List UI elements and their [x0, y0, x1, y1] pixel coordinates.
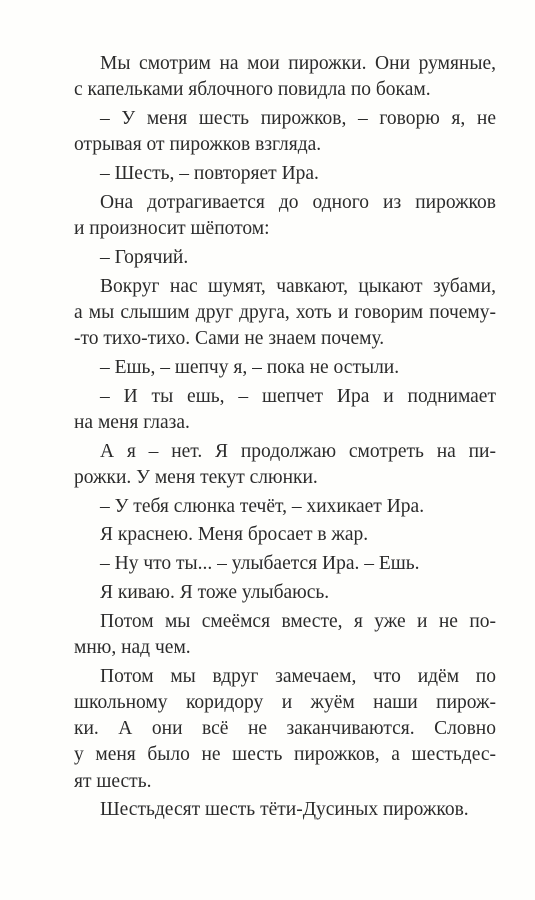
- paragraph: [74, 245, 496, 271]
- text-line: Она дотрагивается до одного из пирожков: [100, 191, 496, 213]
- paragraph: [74, 274, 496, 353]
- text-line: отрывая от пирожков взгляда.: [74, 134, 322, 156]
- text-line: мню, над чем.: [74, 636, 191, 658]
- text-line: Мы смотрим на мои пирожки. Они румяные,: [100, 53, 496, 74]
- text-line: ки. А они всё не заканчиваются. Словно: [74, 718, 496, 740]
- text-line: – Ешь, – шепчу я, – пока не остыли.: [100, 356, 400, 378]
- paragraph: [74, 384, 496, 436]
- text-line: а мы слышим друг друга, хоть и говорим почему-: [74, 301, 496, 323]
- text-line: Я краснею. Меня бросает в жар.: [100, 524, 369, 546]
- paragraph: [74, 664, 496, 795]
- text-line: рожки. У меня текут слюнки.: [74, 466, 318, 488]
- text-line: -то тихо-тихо. Сами не знаем почему.: [74, 328, 385, 349]
- paragraph: [74, 522, 496, 548]
- text-line: Вокруг нас шумят, чавкают, цыкают зубами,: [100, 275, 496, 297]
- text-line: Потом мы вдруг замечаем, что идём по: [100, 665, 496, 687]
- text-line: – Ну что ты... – улыбается Ира. – Ешь.: [100, 553, 420, 575]
- text-line: – Горячий.: [100, 246, 189, 268]
- text-line: – У меня шесть пирожков, – говорю я, не: [100, 108, 496, 129]
- story-text: [74, 51, 496, 824]
- paragraph: [74, 106, 496, 158]
- paragraph: [74, 51, 496, 103]
- text-line: у меня было не шесть пирожков, а шестьдес-: [74, 744, 496, 766]
- text-line: Я киваю. Я тоже улыбаюсь.: [100, 581, 330, 603]
- text-line: – У тебя слюнка течёт, – хихикает Ира.: [100, 495, 425, 517]
- text-line: Шестьдесят шесть тёти-Дусиных пирожков.: [100, 799, 469, 821]
- text-line: ят шесть.: [74, 770, 152, 792]
- paragraph: [74, 551, 496, 577]
- paragraph: [74, 161, 496, 187]
- text-line: – Шесть, – повторяет Ира.: [100, 163, 319, 184]
- paragraph: [74, 190, 496, 242]
- text-line: на меня глаза.: [74, 411, 190, 433]
- text-line: и произносит шёпотом:: [74, 218, 270, 239]
- text-line: Потом мы смеёмся вместе, я уже и не по-: [100, 610, 496, 632]
- paragraph: [74, 580, 496, 606]
- paragraph: [74, 439, 496, 491]
- paragraph: [74, 355, 496, 381]
- text-line: – И ты ешь, – шепчет Ира и поднимает: [100, 385, 496, 407]
- paragraph: [74, 494, 496, 520]
- paragraph: [74, 609, 496, 661]
- text-line: А я – нет. Я продолжаю смотреть на пи-: [100, 440, 496, 462]
- paragraph: [74, 797, 496, 823]
- text-line: с капельками яблочного повидла по бокам.: [74, 79, 431, 101]
- text-line: школьному коридору и жуём наши пирож-: [74, 691, 496, 713]
